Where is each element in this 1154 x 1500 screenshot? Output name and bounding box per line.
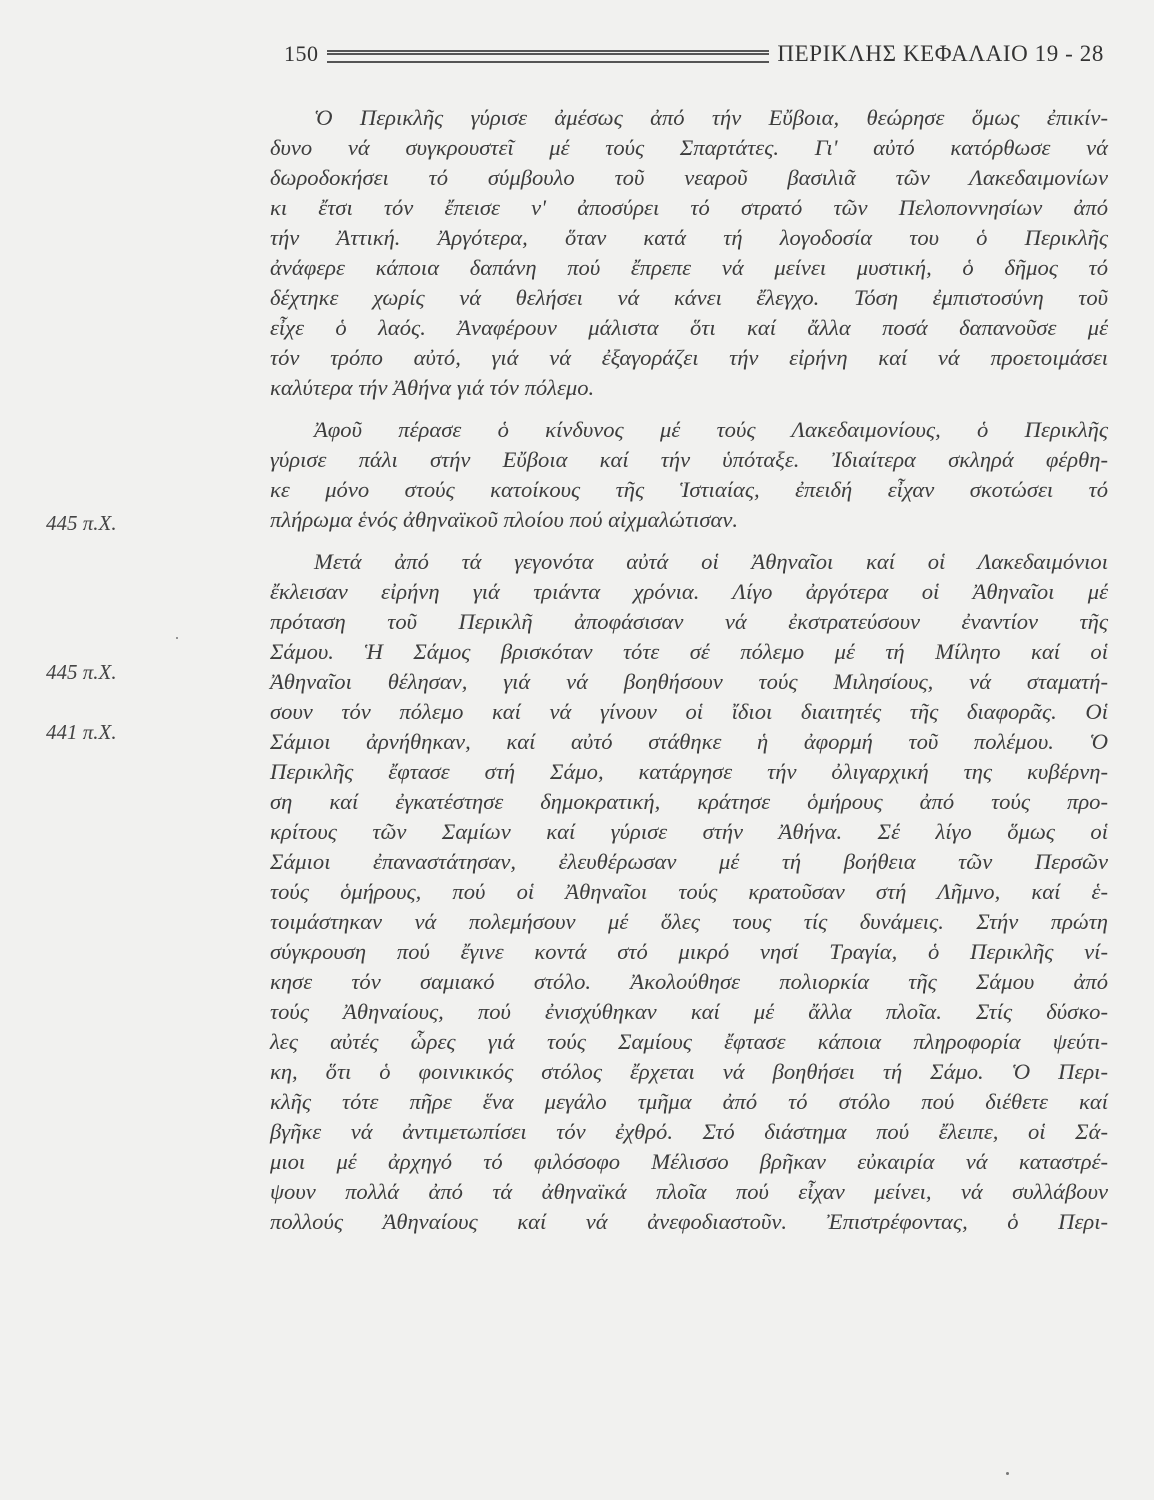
text-line: Σάμιοι ἐπαναστάτησαν, ἐλευθέρωσαν μέ τή βοήθεια τῶν Περσῶν	[270, 849, 1108, 874]
text-line: δωροδοκήσει τό σύμβουλο τοῦ νεαροῦ βασιλιᾶ τῶν Λακεδαιμονίων	[270, 165, 1108, 190]
running-header	[284, 36, 1104, 72]
text-line: σουν τόν πόλεμο καί νά γίνουν οἱ ἴδιοι διαιτητές τῆς διαφορᾶς. Οἱ	[270, 699, 1108, 724]
text-line: Ἀφοῦ πέρασε ὁ κίνδυνος μέ τούς Λακεδαιμονίους, ὁ Περικλῆς	[314, 417, 1108, 442]
running-title: ΠΕΡΙΚΛΗΣ ΚΕΦΑΛΑΙΟ 19 - 28	[777, 41, 1104, 66]
text-line: Σάμιοι ἀρνήθηκαν, καί αὐτό στάθηκε ἡ ἀφορμή τοῦ πολέμου. Ὁ	[270, 729, 1108, 754]
text-line: τήν Ἀττική. Ἀργότερα, ὅταν κατά τή λογοδοσία του ὁ Περικλῆς	[270, 225, 1108, 250]
text-line: πολλούς Ἀθηναίους καί νά ἀνεφοδιαστοῦν. Ἐπιστρέφοντας, ὁ Περι-	[270, 1209, 1108, 1234]
text-line: Ἀθηναῖοι θέλησαν, γιά νά βοηθήσουν τούς Μιλησίους, νά σταματή-	[270, 669, 1108, 694]
page-number: 150	[284, 41, 319, 66]
text-line: σύγκρουση πού ἔγινε κοντά στό μικρό νησί Τραγία, ὁ Περικλῆς νί-	[270, 939, 1108, 964]
text-line: ψουν πολλά ἀπό τά ἀθηναϊκά πλοῖα πού εἶχαν μείνει, νά συλλάβουν	[270, 1179, 1108, 1204]
text-line: δέχτηκε χωρίς νά θελήσει νά κάνει ἔλεγχο. Τόση ἐμπιστοσύνη τοῦ	[270, 285, 1108, 310]
text-line: πλήρωμα ἑνός ἀθηναϊκοῦ πλοίου πού αἰχμαλώτισαν.	[270, 507, 738, 532]
scan-speck	[1006, 1472, 1009, 1475]
text-line: γύρισε πάλι στήν Εὔβοια καί τήν ὑπόταξε. Ἰδιαίτερα σκληρά φέρθη-	[270, 447, 1108, 472]
text-line: καλύτερα τήν Ἀθήνα γιά τόν πόλεμο.	[270, 375, 595, 400]
margin-date-3: 441 π.Χ.	[46, 720, 117, 744]
text-line: ἔκλεισαν εἰρήνη γιά τριάντα χρόνια. Λίγο ἀργότερα οἱ Ἀθηναῖοι μέ	[270, 579, 1108, 604]
text-line: τούς ὁμήρους, πού οἱ Ἀθηναῖοι τούς κρατοῦσαν στή Λῆμνο, καί ἑ-	[270, 879, 1108, 904]
text-line: κη, ὅτι ὁ φοινικικός στόλος ἔρχεται νά βοηθήσει τή Σάμο. Ὁ Περι-	[270, 1059, 1108, 1084]
margin-date-2: 445 π.Χ.	[46, 660, 117, 684]
text-line: πρόταση τοῦ Περικλῆ ἀποφάσισαν νά ἐκστρατεύσουν ἐναντίον τῆς	[270, 609, 1108, 634]
header-rule	[327, 50, 770, 63]
text-line: Μετά ἀπό τά γεγονότα αὐτά οἱ Ἀθηναῖοι καί οἱ Λακεδαιμόνιοι	[314, 549, 1108, 574]
paragraph-gap	[270, 403, 1108, 415]
text-line: Ὁ Περικλῆς γύρισε ἀμέσως ἀπό τήν Εὔβοια, θεώρησε ὅμως ἐπικίν-	[314, 105, 1108, 130]
body-text	[270, 103, 1108, 1237]
text-line: δυνο νά συγκρουστεῖ μέ τούς Σπαρτάτες. Γι' αὐτό κατόρθωσε νά	[270, 135, 1108, 160]
text-line: βγῆκε νά ἀντιμετωπίσει τόν ἐχθρό. Στό διάστημα πού ἔλειπε, οἱ Σά-	[270, 1119, 1108, 1144]
text-line: κησε τόν σαμιακό στόλο. Ἀκολούθησε πολιορκία τῆς Σάμου ἀπό	[270, 969, 1108, 994]
paragraph-gap	[270, 535, 1108, 547]
text-line: κε μόνο στούς κατοίκους τῆς Ἱστιαίας, ἐπειδή εἶχαν σκοτώσει τό	[270, 477, 1108, 502]
text-line: τούς Ἀθηναίους, πού ἐνισχύθηκαν καί μέ ἄλλα πλοῖα. Στίς δύσκο-	[270, 999, 1108, 1024]
text-line: Σάμου. Ἡ Σάμος βρισκόταν τότε σέ πόλεμο μέ τή Μίλητο καί οἱ	[270, 639, 1108, 664]
text-line: ἀνάφερε κάποια δαπάνη πού ἔπρεπε νά μείνει μυστική, ὁ δῆμος τό	[270, 255, 1108, 280]
text-line: τόν τρόπο αὐτό, γιά νά ἐξαγοράζει τήν εἰρήνη καί νά προετοιμάσει	[270, 345, 1108, 370]
text-line: ση καί ἐγκατέστησε δημοκρατική, κράτησε ὁμήρους ἀπό τούς προ-	[270, 789, 1108, 814]
margin-date-1: 445 π.Χ.	[46, 511, 117, 535]
text-line: εἶχε ὁ λαός. Ἀναφέρουν μάλιστα ὅτι καί ἄλλα ποσά δαπανοῦσε μέ	[270, 315, 1108, 340]
scan-speck	[176, 637, 178, 639]
text-line: Περικλῆς ἔφτασε στή Σάμο, κατάργησε τήν ὀλιγαρχική της κυβέρνη-	[270, 759, 1108, 784]
text-line: τοιμάστηκαν νά πολεμήσουν μέ ὅλες τους τίς δυνάμεις. Στήν πρώτη	[270, 909, 1108, 934]
text-line: λες αὐτές ὧρες γιά τούς Σαμίους ἔφτασε κάποια πληροφορία ψεύτι-	[270, 1029, 1108, 1054]
text-line: μιοι μέ ἀρχηγό τό φιλόσοφο Μέλισσο βρῆκαν εὐκαιρία νά καταστρέ-	[270, 1149, 1108, 1174]
text-line: κρίτους τῶν Σαμίων καί γύρισε στήν Ἀθήνα. Σέ λίγο ὅμως οἱ	[270, 819, 1108, 844]
text-line: κι ἔτσι τόν ἔπεισε ν' ἀποσύρει τό στρατό τῶν Πελοποννησίων ἀπό	[270, 195, 1108, 220]
text-line: κλῆς τότε πῆρε ἕνα μεγάλο τμῆμα ἀπό τό στόλο πού διέθετε καί	[270, 1089, 1108, 1114]
